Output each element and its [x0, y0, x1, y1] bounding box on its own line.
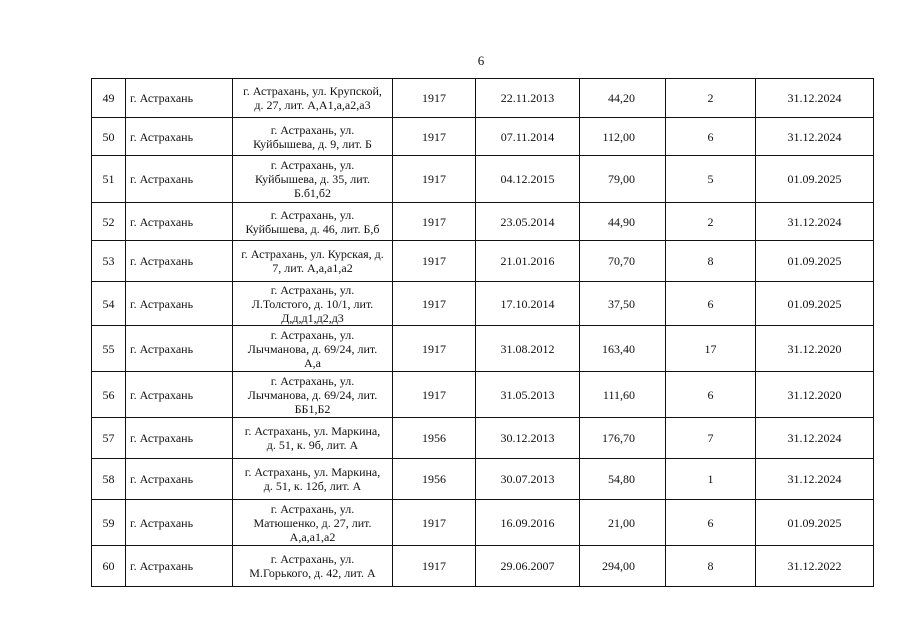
area-cell: 163,40 [580, 326, 666, 372]
housing-registry-table [91, 78, 874, 587]
row-number-cell: 57 [92, 418, 126, 459]
date-cell: 22.11.2013 [476, 79, 580, 118]
deadline-cell: 01.09.2025 [756, 241, 874, 282]
city-cell: г. Астрахань [126, 418, 233, 459]
address-cell [233, 546, 393, 587]
year-cell: 1917 [393, 326, 476, 372]
address-line: г. Астрахань, ул. [270, 207, 355, 222]
year-cell: 1956 [393, 459, 476, 500]
count-cell: 2 [666, 203, 756, 241]
area-cell: 37,50 [580, 282, 666, 326]
city-cell: г. Астрахань [126, 372, 233, 418]
year-cell: 1917 [393, 282, 476, 326]
year-cell: 1956 [393, 418, 476, 459]
year-cell: 1917 [393, 241, 476, 282]
area-cell: 176,70 [580, 418, 666, 459]
row-number-cell: 59 [92, 500, 126, 546]
deadline-cell: 31.12.2024 [756, 418, 874, 459]
city-cell: г. Астрахань [126, 241, 233, 282]
row-number-cell: 55 [92, 326, 126, 372]
row-number-cell: 58 [92, 459, 126, 500]
table-row [92, 118, 874, 156]
year-cell: 1917 [393, 372, 476, 418]
address-line: Л.Толстого, д. 10/1, лит. [251, 296, 374, 311]
address-line: ББ1,Б2 [294, 401, 331, 416]
address-line: г. Астрахань, ул. [270, 373, 355, 388]
address-line: Лычманова, д. 69/24, лит. [247, 341, 378, 356]
date-cell: 07.11.2014 [476, 118, 580, 156]
address-line: А,а,а1,а2 [289, 529, 336, 544]
area-cell: 111,60 [580, 372, 666, 418]
address-line: г. Астрахань, ул. [270, 282, 355, 297]
table-row [92, 546, 874, 587]
date-cell: 31.05.2013 [476, 372, 580, 418]
address-line: Б.б1,б2 [293, 186, 332, 200]
date-cell: 31.08.2012 [476, 326, 580, 372]
city-cell: г. Астрахань [126, 546, 233, 587]
address-line: г. Астрахань, ул. Курская, д. [241, 247, 384, 261]
address-cell [233, 372, 393, 418]
date-cell: 21.01.2016 [476, 241, 580, 282]
count-cell: 8 [666, 241, 756, 282]
address-cell [233, 418, 393, 459]
area-cell: 54,80 [580, 459, 666, 500]
row-number-cell: 51 [92, 156, 126, 203]
deadline-cell: 31.12.2024 [756, 79, 874, 118]
table-row [92, 203, 874, 241]
date-cell: 23.05.2014 [476, 203, 580, 241]
year-cell: 1917 [393, 79, 476, 118]
row-number-cell: 49 [92, 79, 126, 118]
count-cell: 5 [666, 156, 756, 203]
area-cell: 44,20 [580, 79, 666, 118]
year-cell: 1917 [393, 156, 476, 203]
table-row [92, 372, 874, 418]
row-number-cell: 54 [92, 282, 126, 326]
deadline-cell: 01.09.2025 [756, 282, 874, 326]
address-cell [233, 459, 393, 500]
deadline-cell: 31.12.2022 [756, 546, 874, 587]
count-cell: 7 [666, 418, 756, 459]
address-cell [233, 326, 393, 372]
deadline-cell: 31.12.2020 [756, 372, 874, 418]
address-line: Матюшенко, д. 27, лит. [253, 515, 372, 530]
table-row [92, 500, 874, 546]
address-cell [233, 118, 393, 156]
address-cell [233, 500, 393, 546]
address-line: А,а [304, 355, 321, 370]
address-cell [233, 156, 393, 203]
table-row [92, 156, 874, 203]
year-cell: 1917 [393, 500, 476, 546]
table-row [92, 79, 874, 118]
table-row [92, 282, 874, 326]
table-body [92, 79, 874, 587]
address-line: г. Астрахань, ул. Маркина, [244, 424, 381, 438]
count-cell: 2 [666, 79, 756, 118]
count-cell: 17 [666, 326, 756, 372]
area-cell: 112,00 [580, 118, 666, 156]
address-line: д. 27, лит. А,А1,а,а2,а3 [254, 98, 371, 112]
city-cell: г. Астрахань [126, 79, 233, 118]
deadline-cell: 01.09.2025 [756, 156, 874, 203]
address-line: г. Астрахань, ул. Крупской, [243, 84, 382, 98]
address-line: М.Горького, д. 42, лит. А [249, 566, 376, 580]
date-cell: 29.06.2007 [476, 546, 580, 587]
count-cell: 6 [666, 118, 756, 156]
count-cell: 6 [666, 500, 756, 546]
deadline-cell: 01.09.2025 [756, 500, 874, 546]
city-cell: г. Астрахань [126, 282, 233, 326]
area-cell: 79,00 [580, 156, 666, 203]
city-cell: г. Астрахань [126, 459, 233, 500]
city-cell: г. Астрахань [126, 500, 233, 546]
date-cell: 30.12.2013 [476, 418, 580, 459]
address-cell [233, 79, 393, 118]
count-cell: 6 [666, 282, 756, 326]
address-line: г. Астрахань, ул. [270, 122, 355, 137]
address-cell [233, 203, 393, 241]
deadline-cell: 31.12.2024 [756, 118, 874, 156]
date-cell: 30.07.2013 [476, 459, 580, 500]
deadline-cell: 31.12.2024 [756, 459, 874, 500]
city-cell: г. Астрахань [126, 118, 233, 156]
address-line: д. 51, к. 12б, лит. А [263, 479, 362, 493]
address-line: 7, лит. А,а,а1,а2 [272, 261, 353, 275]
address-line: Куйбышева, д. 46, лит. Б,б [245, 221, 380, 236]
count-cell: 1 [666, 459, 756, 500]
area-cell: 294,00 [580, 546, 666, 587]
date-cell: 16.09.2016 [476, 500, 580, 546]
table-row [92, 326, 874, 372]
address-line: Лычманова, д. 69/24, лит. [247, 387, 378, 402]
deadline-cell: 31.12.2020 [756, 326, 874, 372]
year-cell: 1917 [393, 203, 476, 241]
city-cell: г. Астрахань [126, 156, 233, 203]
row-number-cell: 53 [92, 241, 126, 282]
table-row [92, 241, 874, 282]
address-line: Д,д,д1,д2,д3 [281, 310, 344, 325]
row-number-cell: 56 [92, 372, 126, 418]
address-line: д. 51, к. 9б, лит. А [266, 438, 359, 452]
date-cell: 04.12.2015 [476, 156, 580, 203]
date-cell: 17.10.2014 [476, 282, 580, 326]
area-cell: 44,90 [580, 203, 666, 241]
deadline-cell: 31.12.2024 [756, 203, 874, 241]
address-cell [233, 241, 393, 282]
year-cell: 1917 [393, 546, 476, 587]
address-line: г. Астрахань, ул. [270, 158, 355, 172]
address-line: г. Астрахань, ул. [270, 552, 355, 566]
table-row [92, 418, 874, 459]
count-cell: 8 [666, 546, 756, 587]
city-cell: г. Астрахань [126, 326, 233, 372]
row-number-cell: 50 [92, 118, 126, 156]
table-row [92, 459, 874, 500]
city-cell: г. Астрахань [126, 203, 233, 241]
address-cell [233, 282, 393, 326]
address-line: Куйбышева, д. 9, лит. Б [253, 136, 372, 151]
address-line: г. Астрахань, ул. [270, 501, 355, 516]
page-number: 6 [477, 53, 485, 68]
address-line: г. Астрахань, ул. Маркина, [244, 465, 381, 479]
row-number-cell: 60 [92, 546, 126, 587]
area-cell: 21,00 [580, 500, 666, 546]
count-cell: 6 [666, 372, 756, 418]
row-number-cell: 52 [92, 203, 126, 241]
address-line: Куйбышева, д. 35, лит. [255, 172, 370, 186]
area-cell: 70,70 [580, 241, 666, 282]
year-cell: 1917 [393, 118, 476, 156]
address-line: г. Астрахань, ул. [270, 327, 355, 342]
